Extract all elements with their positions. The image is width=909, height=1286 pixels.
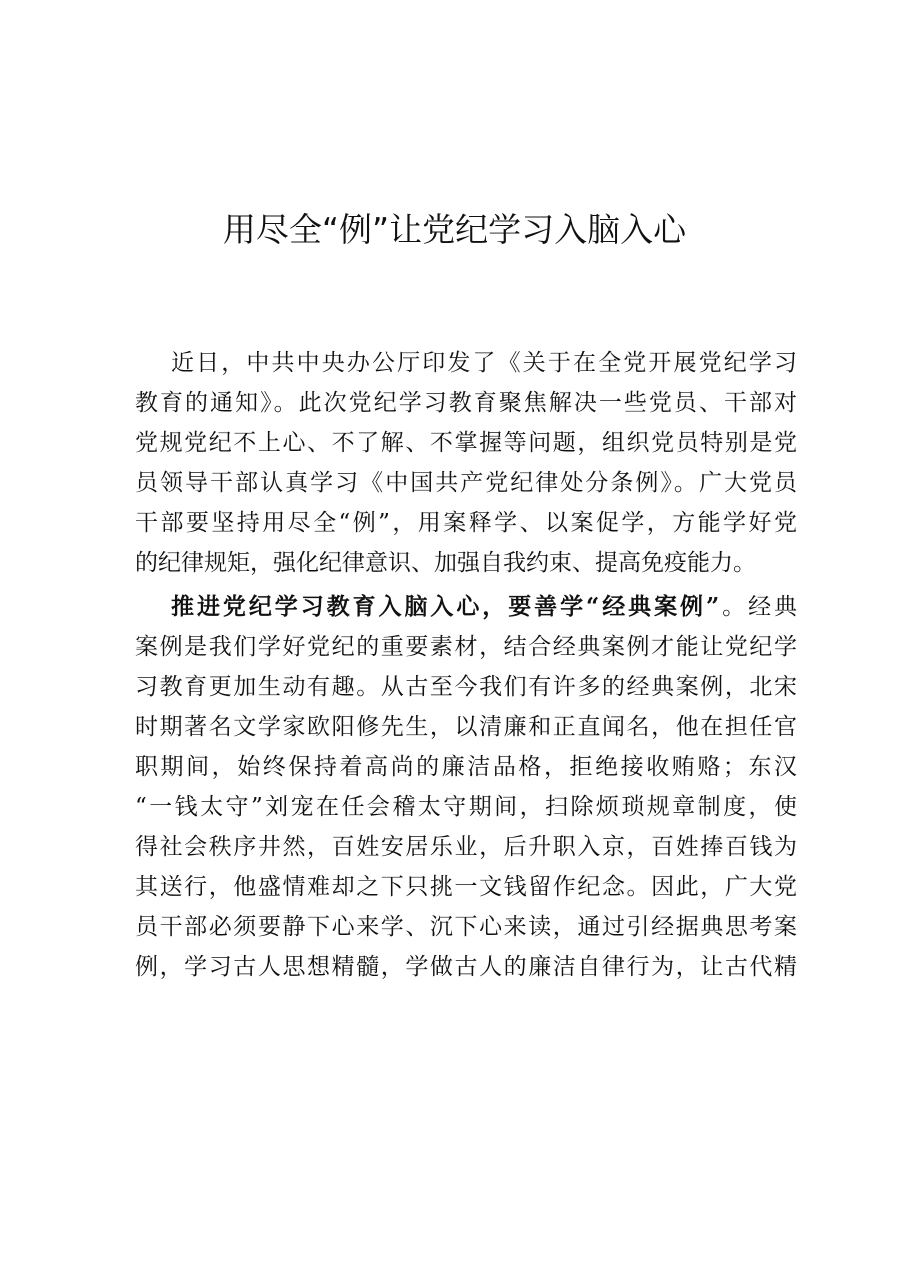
paragraph-2-line: 习教育更加生动有趣。从古至今我们有许多的经典案例，北宋	[135, 674, 797, 700]
paragraph-2-line: 得社会秩序井然，百姓安居乐业，后升职入京，百姓捧百钱为	[135, 834, 797, 860]
paragraph-2-line: 其送行，他盛情难却之下只挑一文钱留作纪念。因此，广大党	[135, 874, 797, 900]
paragraph-1-line: 员领导干部认真学习《中国共产党纪律处分条例》。广大党员	[135, 470, 797, 496]
paragraph-2-line: 员干部必须要静下心来学、沉下心来读，通过引经据典思考案	[135, 914, 797, 940]
paragraph-1-line: 教育的通知》。此次党纪学习教育聚焦解决一些党员、干部对	[135, 390, 797, 416]
paragraph-2-lead-line	[135, 587, 797, 627]
document-title: 用尽全“例”让党纪学习入脑入心	[222, 210, 687, 249]
paragraph-2-lead-tail: 。经典	[719, 594, 797, 620]
paragraph-2-lead-bold: 推进党纪学习教育入脑入心，要善学“经典案例”	[171, 593, 720, 620]
paragraph-1-line: 党规党纪不上心、不了解、不掌握等问题，组织党员特别是党	[135, 430, 797, 456]
document-body	[135, 343, 797, 987]
paragraph-2-line: 案例是我们学好党纪的重要素材，结合经典案例才能让党纪学	[135, 634, 797, 660]
paragraph-1-line: 干部要坚持用尽全“例”，用案释学、以案促学，方能学好党	[135, 510, 797, 536]
paragraph-1-line: 的纪律规矩，强化纪律意识、加强自我约束、提高免疫能力。	[135, 550, 756, 576]
paragraph-2-line: 例，学习古人思想精髓，学做古人的廉洁自律行为，让古代精	[135, 954, 797, 980]
paragraph-2-line: 职期间，始终保持着高尚的廉洁品格，拒绝接收贿赂；东汉	[135, 754, 797, 780]
paragraph-1-line: 近日，中共中央办公厅印发了《关于在全党开展党纪学习	[171, 350, 797, 376]
paragraph-2-line: “一钱太守”刘宠在任会稽太守期间，扫除烦琐规章制度，使	[135, 794, 797, 820]
paragraph-2-line: 时期著名文学家欧阳修先生，以清廉和正直闻名，他在担任官	[135, 714, 797, 740]
